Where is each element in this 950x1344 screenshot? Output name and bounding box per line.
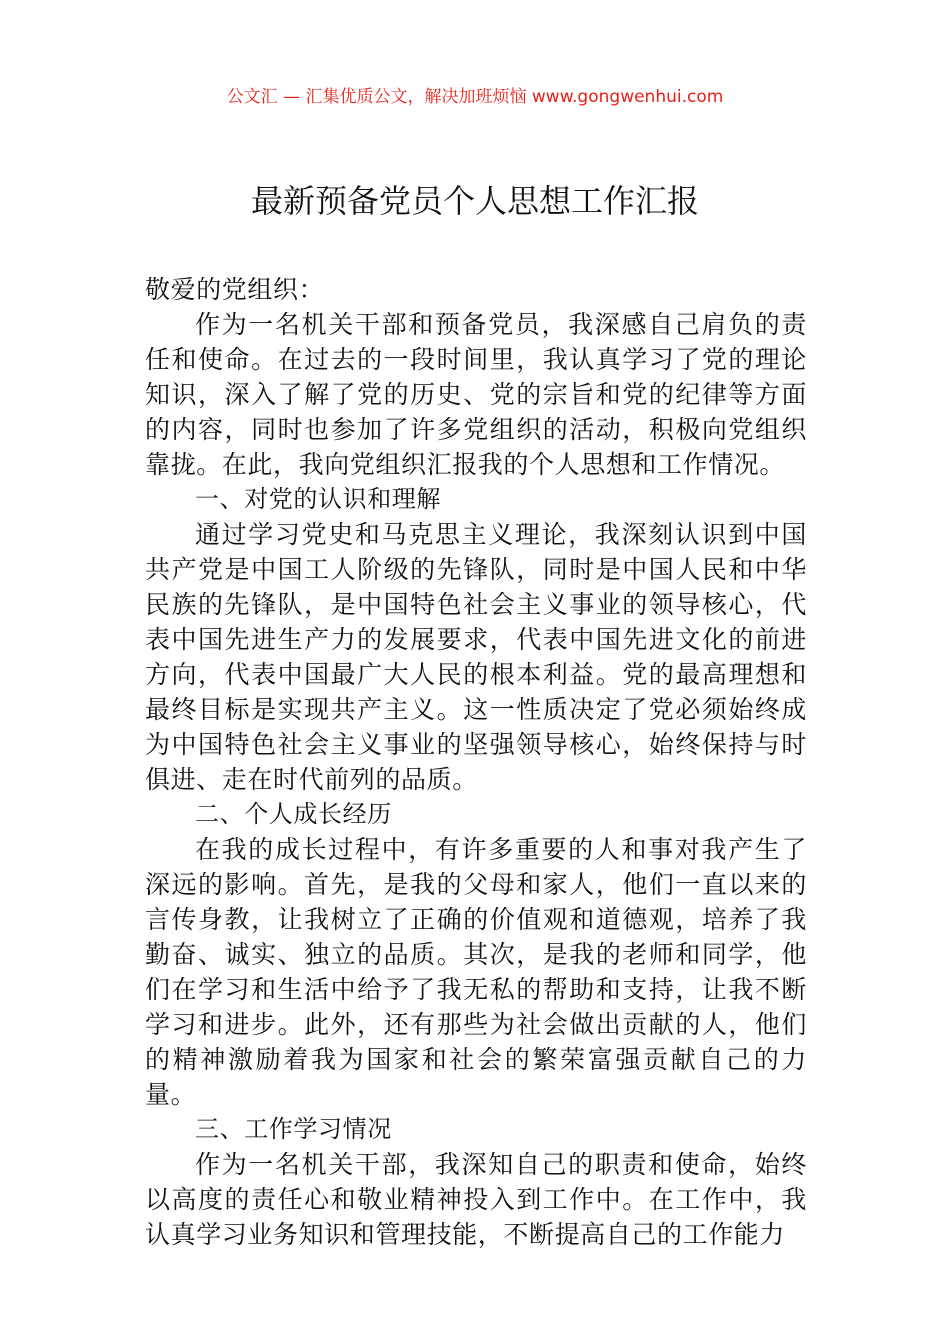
- section-paragraph: 作为一名机关干部，我深知自己的职责和使命，始终以高度的责任心和敬业精神投入到工作中。在工作中，我认真学习业务知识和管理技能，不断提高自己的工作能力: [145, 1150, 807, 1249]
- document-body: [145, 272, 807, 1252]
- section-heading: 二、个人成长经历: [195, 800, 392, 828]
- document-title: 最新预备党员个人思想工作汇报: [250, 182, 699, 220]
- header-banner: 公文汇 — 汇集优质公文，解决加班烦恼 www.gongwenhui.com: [226, 87, 724, 107]
- section-heading: 一、对党的认识和理解: [195, 485, 441, 513]
- section-paragraph: 在我的成长过程中，有许多重要的人和事对我产生了深远的影响。首先，是我的父母和家人，他们一直以来的言传身教，让我树立了正确的价值观和道德观，培养了我勤奋、诚实、独立的品质。其次，是我的老师和同学，他们在学习和生活中给予了我无私的帮助和支持，让我不断学习和进步。此外，还有那些为社会做出贡献的人，他们的精神激励着我为国家和社会的繁荣富强贡献自己的力量。: [145, 835, 807, 1109]
- section-heading: 三、工作学习情况: [195, 1115, 392, 1143]
- section-paragraph: 通过学习党史和马克思主义理论，我深刻认识到中国共产党是中国工人阶级的先锋队，同时是中国人民和中华民族的先锋队，是中国特色社会主义事业的领导核心，代表中国先进生产力的发展要求，代表中国先进文化的前进方向，代表中国最广大人民的根本利益。党的最高理想和最终目标是实现共产主义。这一性质决定了党必须始终成为中国特色社会主义事业的坚强领导核心，始终保持与时俱进、走在时代前列的品质。: [145, 520, 807, 794]
- salutation: 敬爱的党组织：: [145, 275, 325, 304]
- intro-paragraph: 作为一名机关干部和预备党员，我深感自己肩负的责任和使命。在过去的一段时间里，我认真学习了党的理论知识，深入了解了党的历史、党的宗旨和党的纪律等方面的内容，同时也参加了许多党组织的活动，积极向党组织靠拢。在此，我向党组织汇报我的个人思想和工作情况。: [145, 310, 807, 479]
